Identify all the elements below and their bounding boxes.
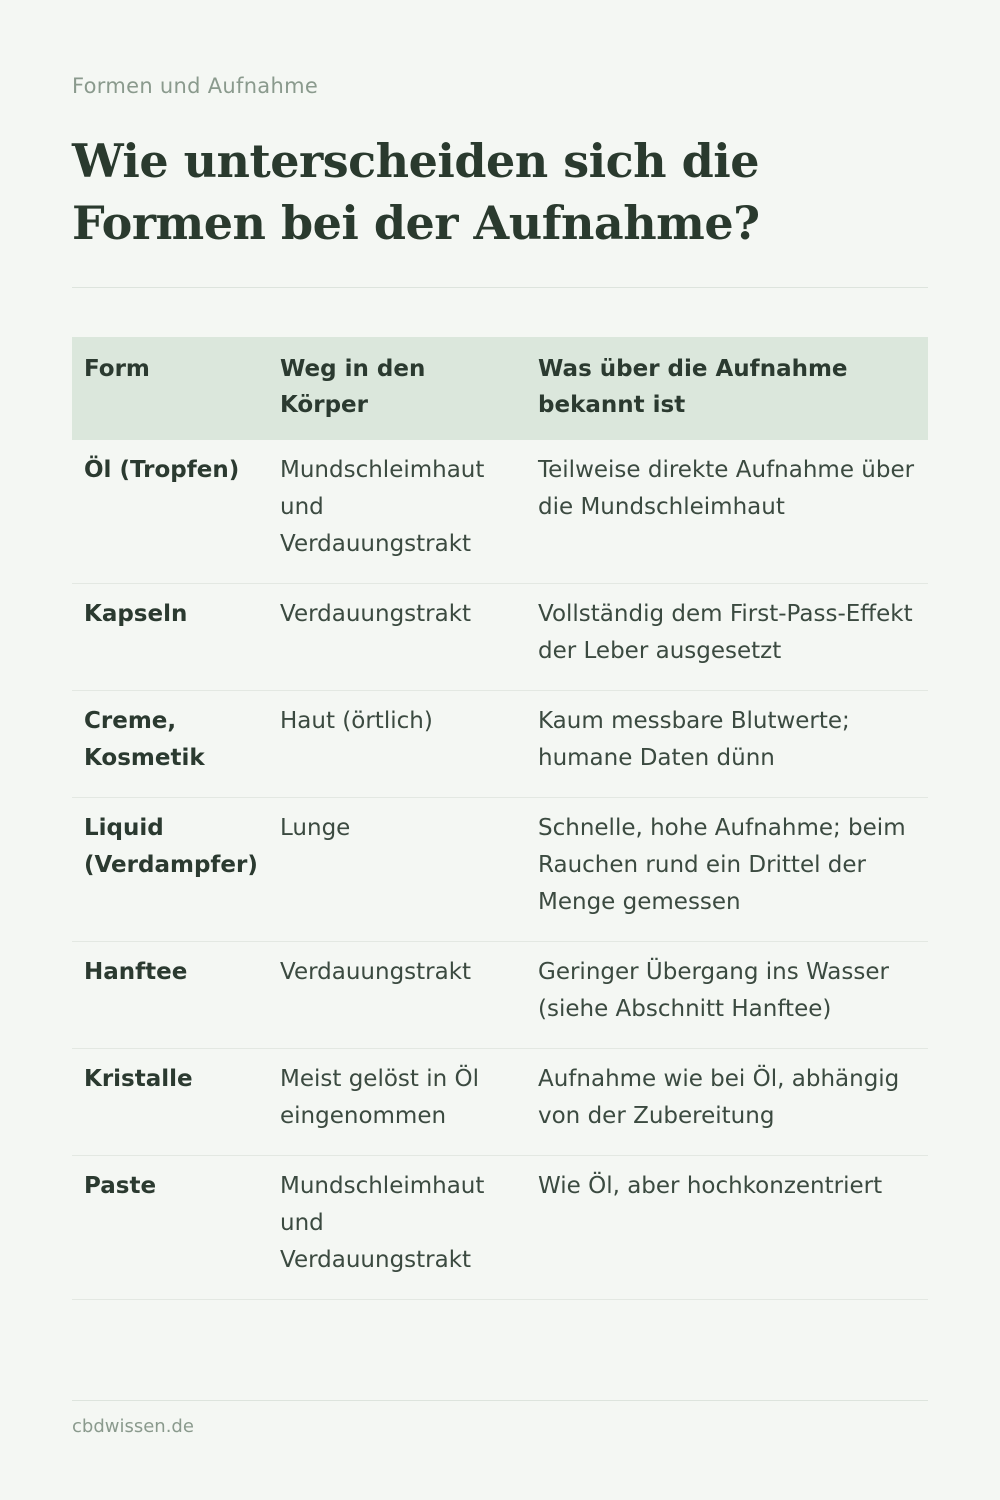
table-header-row [72, 337, 928, 440]
eyebrow-label: Formen und Aufnahme [72, 74, 319, 98]
cell-aufnahme: Vollständig dem First-Pass-Effekt der Leber ausgesetzt [526, 584, 928, 691]
divider-bottom [72, 1400, 928, 1401]
cell-aufnahme: Kaum messbare Blutwerte; humane Daten dünn [526, 691, 928, 798]
header-aufnahme: Was über die Aufnahme bekannt ist [526, 337, 928, 440]
table-row [72, 1049, 928, 1156]
cell-weg: Verdauungstrakt [268, 942, 526, 1049]
cell-form: Liquid (Verdampfer) [72, 798, 268, 942]
cell-form: Paste [72, 1156, 268, 1300]
header-weg: Weg in den Körper [268, 337, 526, 440]
cell-form: Kristalle [72, 1049, 268, 1156]
cell-aufnahme: Teilweise direkte Aufnahme über die Mundschleimhaut [526, 440, 928, 584]
cell-form: Creme, Kosmetik [72, 691, 268, 798]
cell-weg: Meist gelöst in Öl eingenommen [268, 1049, 526, 1156]
cell-aufnahme: Aufnahme wie bei Öl, abhängig von der Zubereitung [526, 1049, 928, 1156]
table-row [72, 1156, 928, 1300]
cell-aufnahme: Schnelle, hohe Aufnahme; beim Rauchen rund ein Drittel der Menge gemessen [526, 798, 928, 942]
table-row [72, 942, 928, 1049]
cell-form: Hanftee [72, 942, 268, 1049]
table-row [72, 440, 928, 584]
footer-domain: cbdwissen.de [72, 1416, 194, 1437]
cell-weg: Lunge [268, 798, 526, 942]
comparison-table [72, 337, 928, 1300]
page-title: Wie unterscheiden sich die Formen bei der Aufnahme? [72, 134, 760, 250]
cell-form: Öl (Tropfen) [72, 440, 268, 584]
cell-aufnahme: Geringer Übergang ins Wasser (siehe Abschnitt Hanftee) [526, 942, 928, 1049]
table-row [72, 691, 928, 798]
divider-top [72, 287, 928, 288]
table-row [72, 798, 928, 942]
table-row [72, 584, 928, 691]
cell-weg: Mundschleimhaut und Verdauungstrakt [268, 440, 526, 584]
cell-form: Kapseln [72, 584, 268, 691]
cell-weg: Haut (örtlich) [268, 691, 526, 798]
header-form: Form [72, 337, 268, 440]
cell-aufnahme: Wie Öl, aber hochkonzentriert [526, 1156, 928, 1300]
cell-weg: Mundschleimhaut und Verdauungstrakt [268, 1156, 526, 1300]
cell-weg: Verdauungstrakt [268, 584, 526, 691]
